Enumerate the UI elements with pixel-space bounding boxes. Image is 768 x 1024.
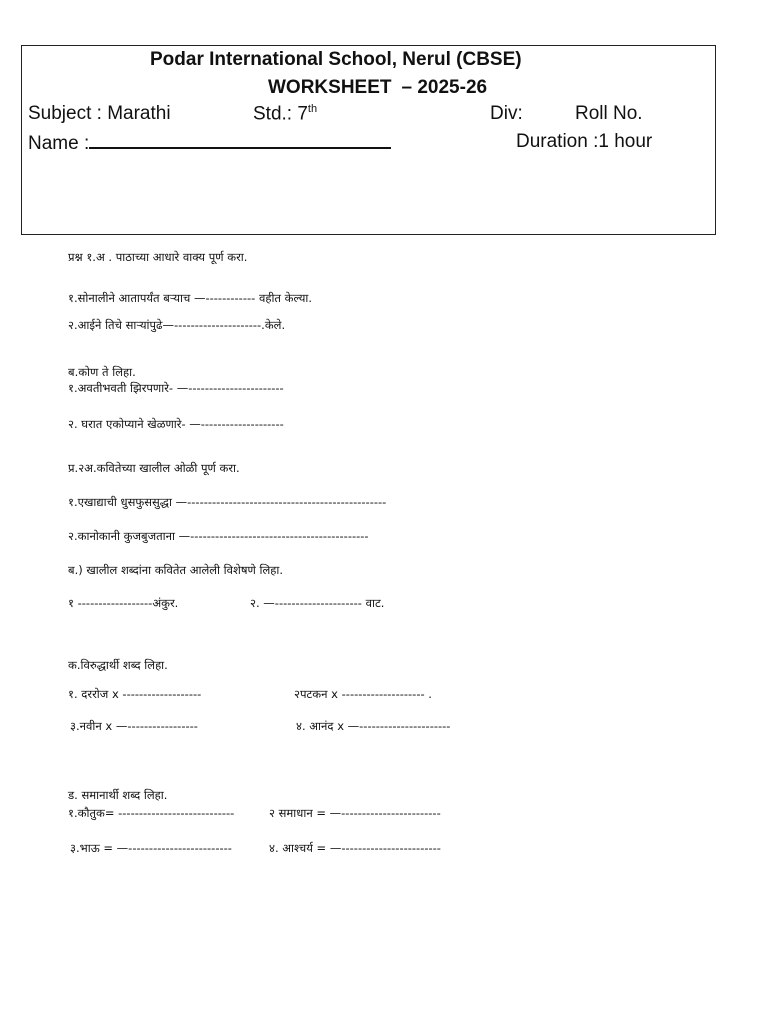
- worksheet-label: WORKSHEET: [268, 77, 392, 98]
- name-row: [28, 131, 391, 155]
- q2c-item-2: २पटकन x -------------------- .: [294, 687, 432, 701]
- school-title: Podar International School, Nerul (CBSE): [150, 49, 522, 70]
- q2c-heading: क.विरुद्धार्थी शब्द लिहा.: [68, 658, 168, 672]
- name-blank-line: [89, 131, 391, 149]
- worksheet-title: [268, 77, 487, 99]
- std-label: [253, 103, 317, 125]
- q2a-item-2: २.कानोकानी कुजबुजताना —-------------------------------------------: [68, 529, 369, 543]
- q1b-heading: ब.कोण ते लिहा.: [68, 365, 136, 379]
- q2b-item-1: १ ------------------अंकुर.: [68, 596, 179, 610]
- roll-label: Roll No.: [575, 103, 643, 124]
- q2d-item-4: ४. आश्चर्य = —------------------------: [269, 841, 441, 855]
- q2a-item-1: १.एखाद्याची धुसफुससुद्धा —------------------------------------------------: [68, 495, 387, 509]
- q2c-item-3: ३.नवीन x —-----------------: [70, 719, 198, 733]
- q2d-heading: ड. समानार्थी शब्द लिहा.: [68, 788, 168, 802]
- q2c-item-1: १. दररोज x -------------------: [68, 687, 202, 701]
- q2c-item-4: ४. आनंद x —----------------------: [296, 719, 451, 733]
- q2d-item-3: ३.भाऊ = —-------------------------: [70, 841, 232, 855]
- q2b-heading: ब.) खालील शब्दांना कवितेत आलेली विशेषणे लिहा.: [68, 563, 284, 577]
- name-label: Name :: [28, 133, 90, 154]
- duration-label: Duration :1 hour: [516, 131, 653, 152]
- q1a-item-1: १.सोनालीने आतापर्यंत बऱ्याच —------------ वहीत केल्या.: [68, 291, 313, 305]
- subject-label: Subject : Marathi: [28, 103, 171, 124]
- std-text: Std.: 7: [253, 103, 308, 125]
- std-superscript: th: [307, 103, 318, 115]
- q2b-item-2: २. —--------------------- वाट.: [250, 596, 385, 610]
- q1b-item-1: १.अवतीभवती झिरपणारे- —-----------------------: [68, 381, 284, 395]
- div-label: Div:: [490, 103, 523, 124]
- q1a-heading: प्रश्न १.अ . पाठाच्या आधारे वाक्य पूर्ण करा.: [68, 250, 248, 264]
- q2d-item-2: २ समाधान = —------------------------: [269, 806, 441, 820]
- q2a-heading: प्र.२अ.कवितेच्या खालील ओळी पूर्ण करा.: [68, 461, 240, 475]
- worksheet-year: – 2025-26: [401, 77, 488, 98]
- q2d-item-1: १.कौतुक= ----------------------------: [68, 806, 235, 820]
- q1b-item-2: २. घरात एकोप्याने खेळणारे- —--------------------: [68, 417, 284, 431]
- q1a-item-2: २.आईने तिचे साऱ्यांपुढे—---------------------.केले.: [68, 318, 286, 332]
